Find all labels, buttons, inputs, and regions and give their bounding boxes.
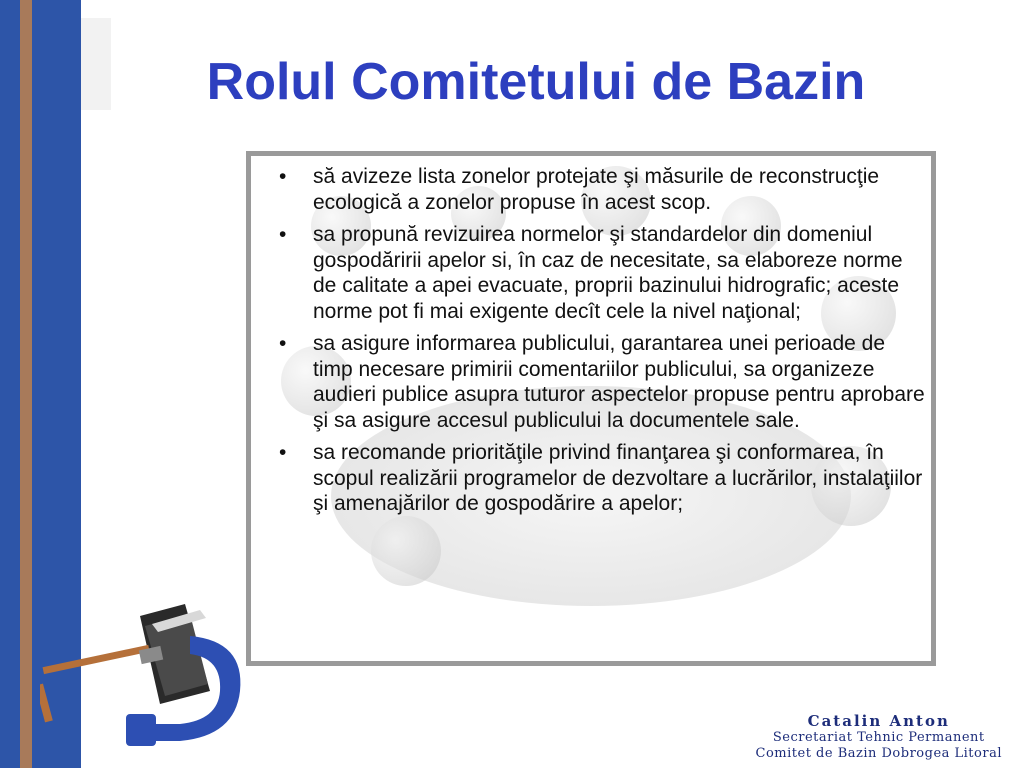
slide-title: Rolul Comitetului de Bazin: [206, 53, 866, 111]
author-name: Catalin Anton: [807, 712, 950, 730]
wallet-in-clamp-illustration: [40, 596, 250, 756]
bullet-dot: •: [279, 332, 287, 355]
bullet-item: [265, 164, 925, 215]
bullet-list: [265, 164, 925, 524]
bullet-text: sa asigure informarea publicului, garantarea unei perioade de timp necesare primirii comentariilor publicului, sa organizeze audieri publice asupra tuturor aspectelor propuse pentru aprobare şi sa asigure accesul publicului la documentele sale.: [313, 332, 925, 432]
author-organization: Comitet de Bazin Dobrogea Litoral: [755, 746, 1002, 761]
sidebar-band-blue: [0, 0, 20, 768]
bullet-text: sa recomande priorităţile privind finanţarea şi conformarea, în scopul realizării programelor de dezvoltare a lucrărilor, instalaţiilor şi amenajărilor de gospodărire a apelor;: [313, 441, 923, 515]
bullet-item: [265, 331, 925, 433]
content-box: [246, 151, 936, 666]
clamp-icon: [40, 636, 240, 746]
bullet-dot: •: [279, 165, 287, 188]
bullet-text: sa propună revizuirea normelor şi standardelor din domeniul gospodăririi apelor si, în caz de necesitate, sa elaboreze norme de calitate a apei evacuate, proprii bazinului hidrografic; aceste norme pot fi mai exigente decît cele la nivel naţional;: [313, 223, 903, 323]
bullet-dot: •: [279, 441, 287, 464]
figure-head: [371, 516, 441, 586]
bullet-dot: •: [279, 223, 287, 246]
sidebar-band-brown: [20, 0, 32, 768]
author-credit: [756, 712, 1002, 762]
bullet-text: să avizeze lista zonelor protejate şi măsurile de reconstrucţie ecologică a zonelor propuse în acest scop.: [313, 165, 880, 214]
bullet-item: [265, 222, 925, 324]
author-role: Secretariat Tehnic Permanent: [772, 730, 985, 745]
bullet-item: [265, 440, 925, 517]
